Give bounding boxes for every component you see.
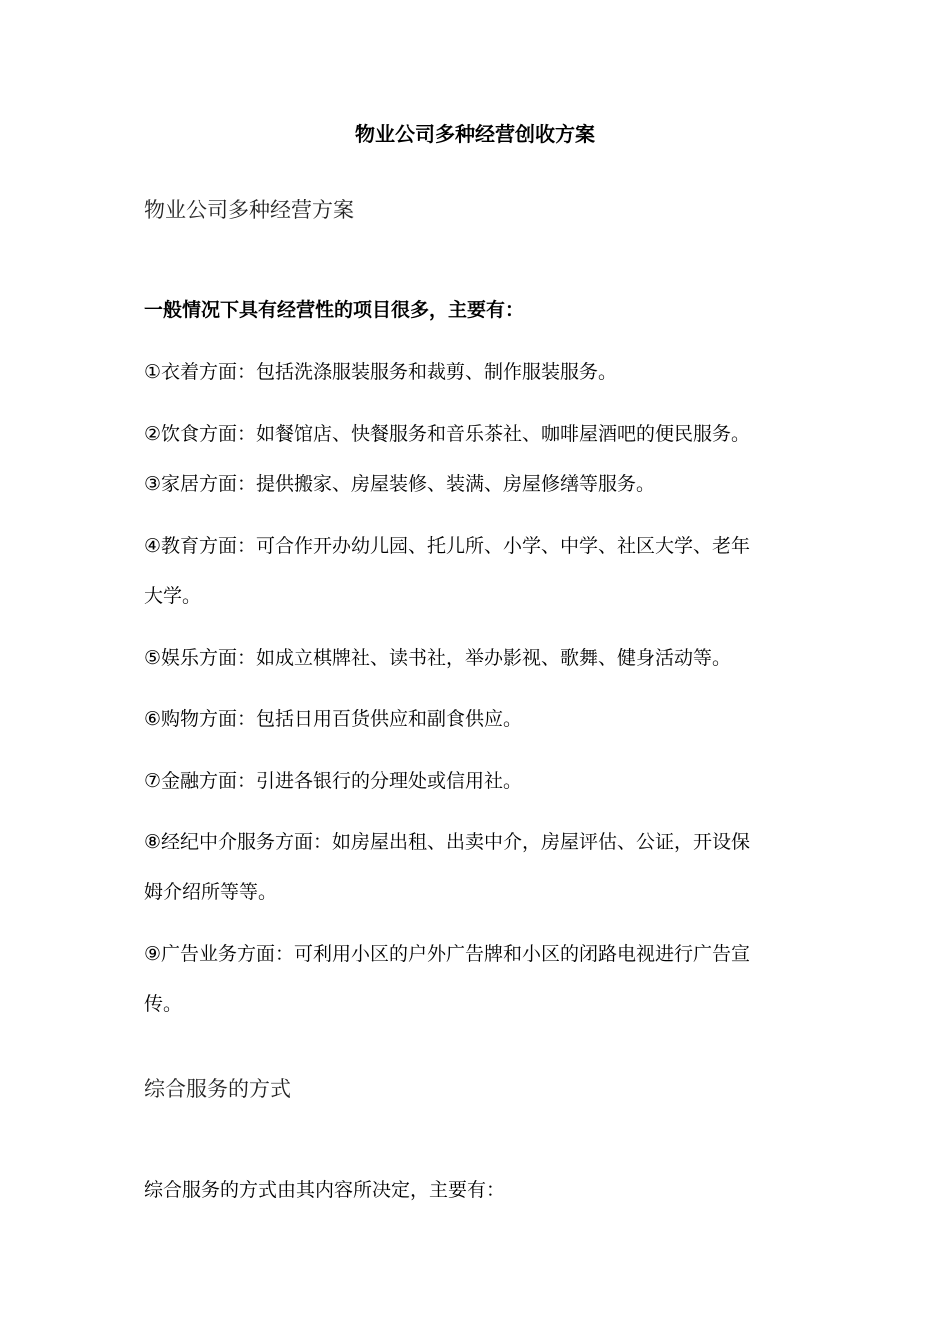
list-item-finance: ⑦金融方面：引进各银行的分理处或信用社。 (144, 770, 523, 792)
list-item-brokerage-cont: 姆介绍所等等。 (144, 881, 278, 903)
list-item-education: ④教育方面：可合作开办幼儿园、托儿所、小学、中学、社区大学、老年 (144, 535, 751, 557)
section2-text: 综合服务的方式由其内容所决定，主要有： (144, 1179, 506, 1201)
list-item-food: ②饮食方面：如餐馆店、快餐服务和音乐茶社、咖啡屋酒吧的便民服务。 (144, 423, 751, 445)
list-item-advertising-cont: 传。 (144, 993, 183, 1015)
list-item-brokerage: ⑧经纪中介服务方面：如房屋出租、出卖中介，房屋评估、公证，开设保 (144, 831, 751, 853)
section1-heading: 物业公司多种经营方案 (144, 198, 354, 222)
list-item-advertising: ⑨广告业务方面：可利用小区的户外广告牌和小区的闭路电视进行广告宣 (144, 943, 751, 965)
list-item-home: ③家居方面：提供搬家、房屋装修、装满、房屋修缮等服务。 (144, 473, 656, 495)
list-item-education-cont: 大学。 (144, 585, 202, 607)
list-item-shopping: ⑥购物方面：包括日用百货供应和副食供应。 (144, 708, 523, 730)
section2-heading: 综合服务的方式 (144, 1077, 291, 1101)
list-item-clothing: ①衣着方面：包括洗涤服装服务和裁剪、制作服装服务。 (144, 361, 618, 383)
intro-text: 一般情况下具有经营性的项目很多，主要有： (144, 299, 525, 321)
document-title: 物业公司多种经营创收方案 (355, 122, 595, 146)
list-item-entertainment: ⑤娱乐方面：如成立棋牌社、读书社，举办影视、歌舞、健身活动等。 (144, 647, 732, 669)
